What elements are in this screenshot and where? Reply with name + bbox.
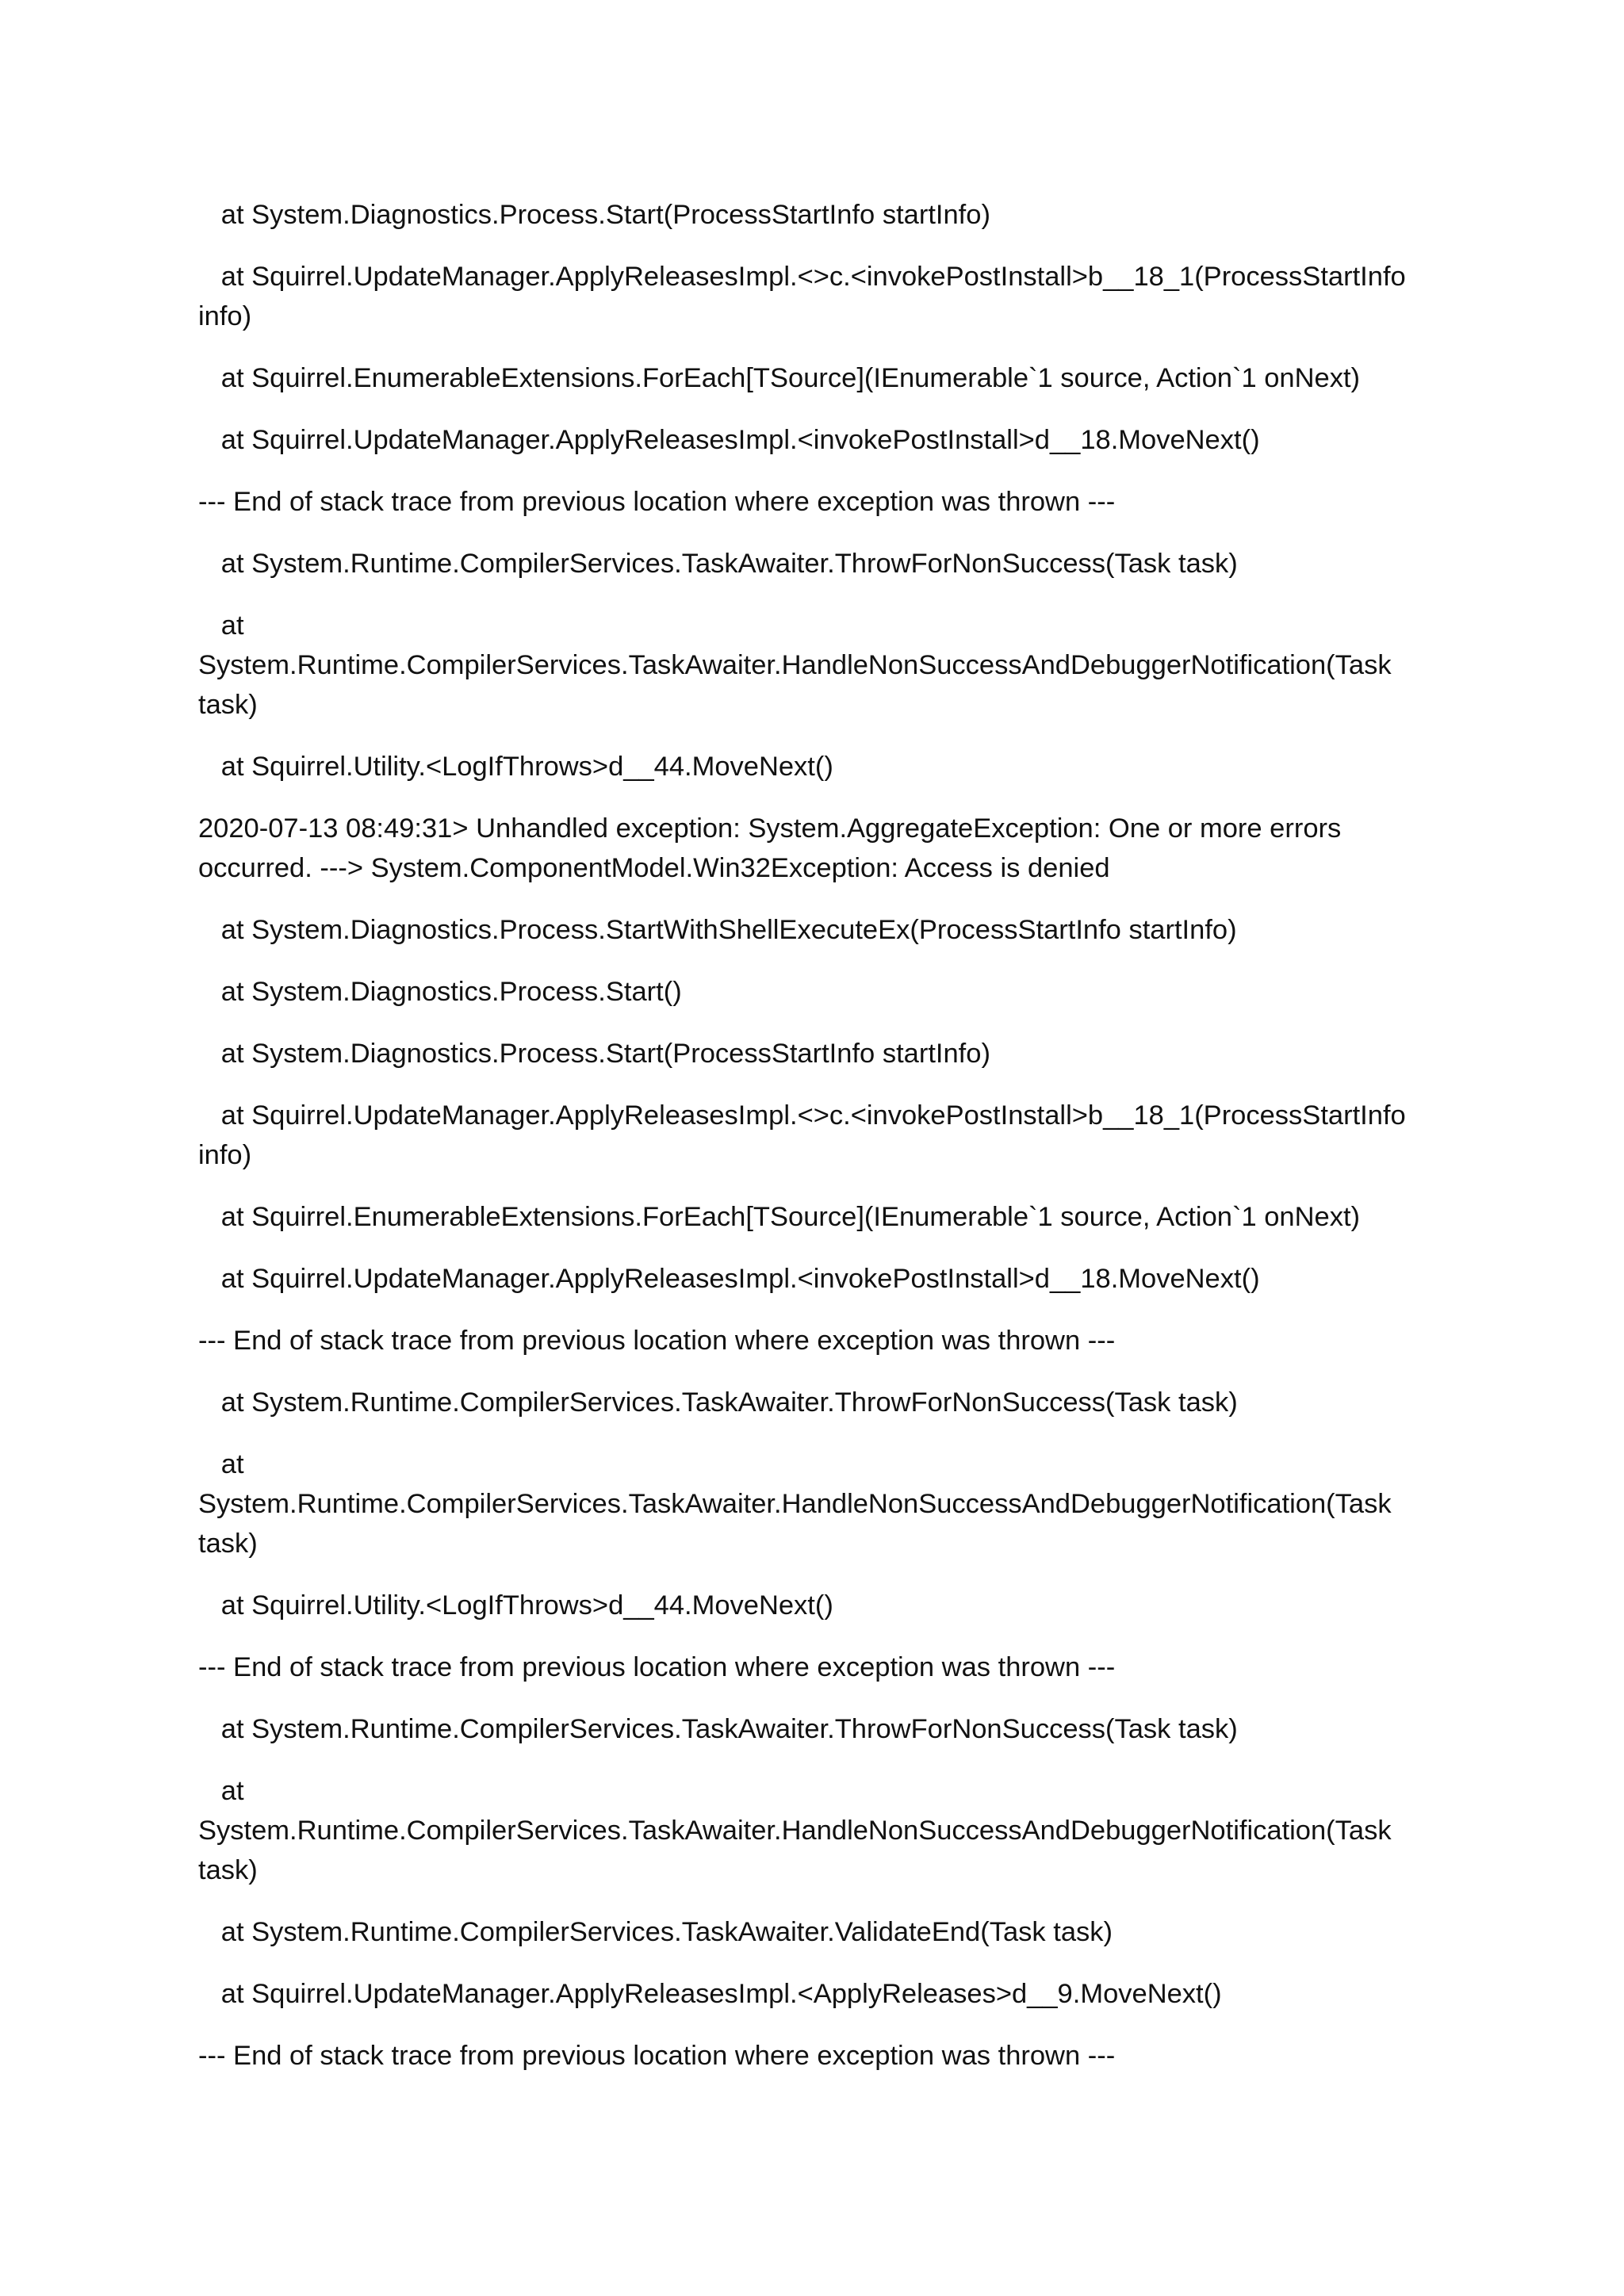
log-line: at Squirrel.EnumerableExtensions.ForEach[TSource](IEnumerable`1 source, Action`1 onNext) bbox=[198, 1202, 1361, 1232]
log-line: at System.Diagnostics.Process.Start(ProcessStartInfo startInfo) bbox=[198, 1039, 990, 1069]
log-line: at Squirrel.EnumerableExtensions.ForEach[TSource](IEnumerable`1 source, Action`1 onNext) bbox=[198, 363, 1361, 393]
log-line: at System.Runtime.CompilerServices.TaskAwaiter.ValidateEnd(Task task) bbox=[198, 1917, 1113, 1947]
log-line: at Squirrel.Utility.<LogIfThrows>d__44.MoveNext() bbox=[198, 752, 833, 782]
separator-line: --- End of stack trace from previous location where exception was thrown --- bbox=[198, 2041, 1116, 2071]
log-line: at System.Runtime.CompilerServices.TaskAwaiter.ThrowForNonSuccess(Task task) bbox=[198, 549, 1238, 579]
log-line: at System.Runtime.CompilerServices.TaskAwaiter.HandleNonSuccessAndDebuggerNotification(Task task) bbox=[198, 1449, 1400, 1559]
log-line: at Squirrel.UpdateManager.ApplyReleasesImpl.<>c.<invokePostInstall>b__18_1(ProcessStartInfo info) bbox=[198, 1100, 1414, 1170]
log-line: at Squirrel.UpdateManager.ApplyReleasesImpl.<invokePostInstall>d__18.MoveNext() bbox=[198, 425, 1260, 455]
log-line: at Squirrel.UpdateManager.ApplyReleasesImpl.<>c.<invokePostInstall>b__18_1(ProcessStartInfo info) bbox=[198, 262, 1414, 331]
separator-line: --- End of stack trace from previous location where exception was thrown --- bbox=[198, 1652, 1116, 1682]
log-line: at Squirrel.UpdateManager.ApplyReleasesImpl.<invokePostInstall>d__18.MoveNext() bbox=[198, 1264, 1260, 1294]
exception-header: 2020-07-13 08:49:31> Unhandled exception: System.AggregateException: One or more errors occurred. ---> System.ComponentModel.Win32Exception: Access is denied bbox=[198, 813, 1349, 883]
log-line: at Squirrel.UpdateManager.ApplyReleasesImpl.<ApplyReleases>d__9.MoveNext() bbox=[198, 1979, 1222, 2009]
log-line: at System.Runtime.CompilerServices.TaskAwaiter.ThrowForNonSuccess(Task task) bbox=[198, 1387, 1238, 1418]
log-line: at System.Runtime.CompilerServices.TaskAwaiter.ThrowForNonSuccess(Task task) bbox=[198, 1714, 1238, 1744]
separator-line: --- End of stack trace from previous location where exception was thrown --- bbox=[198, 1326, 1116, 1356]
separator-line: --- End of stack trace from previous location where exception was thrown --- bbox=[198, 487, 1116, 517]
log-line: at System.Diagnostics.Process.Start(ProcessStartInfo startInfo) bbox=[198, 200, 990, 230]
log-line: at System.Runtime.CompilerServices.TaskAwaiter.HandleNonSuccessAndDebuggerNotification(Task task) bbox=[198, 1776, 1400, 1885]
log-line: at System.Runtime.CompilerServices.TaskAwaiter.HandleNonSuccessAndDebuggerNotification(Task task) bbox=[198, 610, 1400, 720]
log-line: at Squirrel.Utility.<LogIfThrows>d__44.MoveNext() bbox=[198, 1590, 833, 1621]
log-line: at System.Diagnostics.Process.Start() bbox=[198, 977, 682, 1007]
document-body bbox=[198, 195, 1419, 2098]
log-line: at System.Diagnostics.Process.StartWithShellExecuteEx(ProcessStartInfo startInfo) bbox=[198, 915, 1237, 945]
